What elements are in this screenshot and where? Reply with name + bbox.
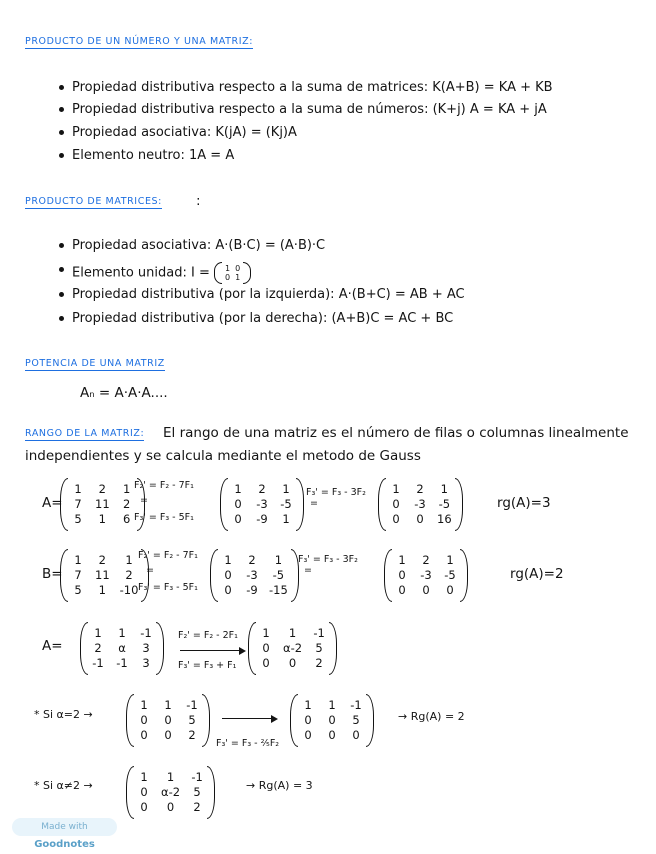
matrix-cell: 3 xyxy=(142,641,150,655)
matrix-cell: 1 xyxy=(304,698,312,712)
exA-result: rg(A)=3 xyxy=(497,495,551,511)
case1-result: → Rg(A) = 2 xyxy=(398,710,465,723)
list-item: Elemento neutro: 1A = A xyxy=(72,148,235,163)
section-heading-matrix-power: POTENCIA DE UNA MATRIZ xyxy=(25,358,165,369)
matrix-cell: 11 xyxy=(95,497,110,511)
matrix-cell: 0 xyxy=(140,785,148,799)
matrix-cell: 5 xyxy=(74,512,82,526)
matrix-cell: 1 xyxy=(440,482,448,496)
case1-matrix-2 xyxy=(290,694,374,747)
matrix-cell: 0 xyxy=(352,728,360,742)
matrix-cell: 0 xyxy=(416,512,424,526)
exA-matrix-2 xyxy=(220,478,304,531)
exA-matrix-3 xyxy=(378,478,463,531)
matrix-cell: 5 xyxy=(188,713,196,727)
rank-definition-line1: El rango de una matriz es el número de filas o columnas linealmente xyxy=(163,425,629,441)
matrix-cell: 7 xyxy=(74,497,82,511)
exC-label: A= xyxy=(42,638,63,654)
case2-matrix-1 xyxy=(126,766,215,819)
matrix-cell: 2 xyxy=(125,568,133,582)
bracket-left xyxy=(80,622,88,675)
matrix-cell: -1 xyxy=(191,770,203,784)
rank-definition-line2: independientes y se calcula mediante el metodo de Gauss xyxy=(25,448,421,464)
exB-op-3: F₃' = F₃ - 3F₂ xyxy=(298,554,358,565)
matrix-cell: -3 xyxy=(420,568,432,582)
bracket-right xyxy=(329,622,337,675)
matrix-cell: -1 xyxy=(140,626,152,640)
matrix-cell: 0 xyxy=(262,656,270,670)
matrix-cell: 3 xyxy=(142,656,150,670)
matrix-cell: 16 xyxy=(437,512,452,526)
stray-colon: : xyxy=(196,193,201,209)
list-item: Propiedad asociativa: A·(B·C) = (A·B)·C xyxy=(72,238,326,253)
badge-prefix: Made with xyxy=(41,822,88,832)
bracket-right xyxy=(202,694,210,747)
case1-matrix-1 xyxy=(126,694,210,747)
matrix-cell: 1 xyxy=(122,482,131,496)
exB-matrix-1 xyxy=(60,549,149,602)
exC-op-1: F₂' = F₂ - 2F₁ xyxy=(178,630,238,641)
matrix-cell: 2 xyxy=(94,641,102,655)
exC-op-2: F₃' = F₃ + F₁ xyxy=(178,660,237,671)
matrix-cell: 0 xyxy=(392,497,400,511)
exC-arrow-icon xyxy=(180,650,244,651)
bracket-right xyxy=(296,478,304,531)
matrix-cell: 0 xyxy=(224,568,232,582)
matrix-cell: 7 xyxy=(74,568,82,582)
matrix-cell: -1 xyxy=(350,698,362,712)
matrix-cell: 2 xyxy=(258,482,266,496)
bracket-left xyxy=(126,766,134,819)
matrix-cell: -9 xyxy=(246,583,258,597)
matrix-cell: 0 xyxy=(166,800,175,814)
matrix-cell: 1 xyxy=(166,770,175,784)
exB-matrix-2 xyxy=(210,549,299,602)
matrix-cell: 2 xyxy=(188,728,196,742)
matrix-cell: 0 xyxy=(140,728,148,742)
matrix-cell: 0 xyxy=(140,800,148,814)
matrix-cell: 2 xyxy=(315,656,323,670)
matrix-cell: 1 xyxy=(74,482,82,496)
case1-condition: * Si α=2 → xyxy=(34,708,93,721)
matrix-cell: 0 xyxy=(234,497,242,511)
list-item: Propiedad distributiva (por la derecha): (A+B)C = AC + BC xyxy=(72,311,454,326)
matrix-cell: 0 xyxy=(262,641,270,655)
matrix-cell: -10 xyxy=(119,583,139,597)
matrix-cell: 0 xyxy=(328,713,336,727)
bracket-right xyxy=(156,622,164,675)
matrix-cell: -9 xyxy=(256,512,268,526)
matrix-cell: 0 xyxy=(392,512,400,526)
exB-eq: = xyxy=(146,565,154,576)
matrix-cell: 1 xyxy=(274,553,283,567)
matrix-cell: -1 xyxy=(313,626,325,640)
identity-matrix: 1 0 0 1 xyxy=(214,262,251,284)
matrix-cell: -1 xyxy=(92,656,104,670)
bracket-right xyxy=(460,549,468,602)
matrix-cell: 1 xyxy=(98,583,106,597)
matrix-cell: 0 xyxy=(398,568,406,582)
section-heading-matrix-rank: RANGO DE LA MATRIZ: xyxy=(25,428,145,439)
matrix-cell: -5 xyxy=(280,497,292,511)
list-item: Propiedad distributiva respecto a la suma de matrices: K(A+B) = KA + KB xyxy=(72,80,553,95)
bracket-left xyxy=(248,622,256,675)
matrix-cell: 1 xyxy=(118,626,126,640)
matrix-cell: 5 xyxy=(193,785,201,799)
matrix-cell: 2 xyxy=(422,553,430,567)
exB-label: B= xyxy=(42,566,63,582)
matrix-cell: 2 xyxy=(193,800,201,814)
matrix-cell: 0 xyxy=(234,512,242,526)
matrix-cell: 1 xyxy=(282,482,290,496)
bracket-left xyxy=(220,478,228,531)
matrix-cell: 2 xyxy=(248,553,256,567)
bracket-right xyxy=(366,694,374,747)
matrix-cell: 0 xyxy=(446,583,454,597)
matrix-cell: 0 xyxy=(304,713,312,727)
bracket-left xyxy=(290,694,298,747)
case2-condition: * Si α≠2 → xyxy=(34,779,93,792)
matrix-cell: 6 xyxy=(122,512,131,526)
matrix-cell: 1 xyxy=(234,482,242,496)
bracket-left xyxy=(378,478,386,531)
matrix-cell: -3 xyxy=(414,497,426,511)
matrix-cell: 2 xyxy=(98,482,106,496)
matrix-cell: -5 xyxy=(444,568,456,582)
matrix-cell: 1 xyxy=(398,553,406,567)
exB-op-1: F₂' = F₂ - 7F₁ xyxy=(138,550,198,561)
matrix-cell: 1 xyxy=(125,553,133,567)
matrix-cell: -3 xyxy=(256,497,268,511)
matrix-cell: -1 xyxy=(116,656,128,670)
list-item xyxy=(72,262,251,284)
exA-op-1: F₂' = F₂ - 7F₁ xyxy=(134,480,194,491)
matrix-cell: 2 xyxy=(122,497,131,511)
matrix-cell: α-2 xyxy=(283,641,303,655)
matrix-cell: 2 xyxy=(416,482,424,496)
exA-matrix-1 xyxy=(60,478,145,531)
exB-eq-2: = xyxy=(304,565,312,576)
matrix-cell: α-2 xyxy=(161,785,181,799)
matrix-cell: 1 xyxy=(74,553,82,567)
matrix-cell: -1 xyxy=(186,698,198,712)
matrix-cell: 5 xyxy=(74,583,82,597)
matrix-cell: 1 xyxy=(94,626,102,640)
matrix-cell: 5 xyxy=(352,713,360,727)
bracket-left xyxy=(210,549,218,602)
power-formula: Aₙ = A·A·A.... xyxy=(80,385,168,401)
section-heading-matrix-product: PRODUCTO DE MATRICES: xyxy=(25,196,162,207)
case1-op: F₃' = F₃ - ²⁄₅F₂ xyxy=(216,738,280,749)
bracket-left xyxy=(126,694,134,747)
exA-op-2: F₃' = F₃ - 5F₁ xyxy=(134,512,194,523)
matrix-cell: 0 xyxy=(164,728,172,742)
matrix-cell: -5 xyxy=(438,497,451,511)
matrix-cell: 1 xyxy=(164,698,172,712)
bracket-left xyxy=(384,549,392,602)
bracket-left xyxy=(60,549,68,602)
badge-brand: Goodnotes xyxy=(34,839,95,850)
matrix-cell: 2 xyxy=(98,553,106,567)
matrix-cell: 0 xyxy=(328,728,336,742)
matrix-cell: 0 xyxy=(398,583,406,597)
list-item: Propiedad asociativa: K(jA) = (Kj)A xyxy=(72,125,297,140)
matrix-cell: -5 xyxy=(272,568,285,582)
exA-eq: = xyxy=(140,495,148,506)
matrix-cell: 1 xyxy=(392,482,400,496)
exB-matrix-3 xyxy=(384,549,468,602)
matrix-cell: 1 xyxy=(282,512,290,526)
matrix-cell: 0 xyxy=(422,583,430,597)
matrix-cell: 1 xyxy=(140,770,148,784)
matrix-cell: -3 xyxy=(246,568,258,582)
matrix-cell: -15 xyxy=(269,583,288,597)
matrix-cell: 1 xyxy=(224,553,232,567)
matrix-cell: 1 xyxy=(328,698,336,712)
matrix-cell: 1 xyxy=(140,698,148,712)
case2-result: → Rg(A) = 3 xyxy=(246,779,313,792)
goodnotes-badge xyxy=(12,818,117,850)
bracket-right xyxy=(207,766,215,819)
exC-matrix-2 xyxy=(248,622,337,675)
exB-result: rg(A)=2 xyxy=(510,566,564,582)
matrix-cell: 0 xyxy=(164,713,172,727)
matrix-cell: 0 xyxy=(304,728,312,742)
exA-op-3: F₃' = F₃ - 3F₂ xyxy=(306,487,366,498)
list-item: Propiedad distributiva (por la izquierda): A·(B+C) = AB + AC xyxy=(72,287,465,302)
matrix-cell: 1 xyxy=(262,626,270,640)
matrix-cell: 1 xyxy=(446,553,454,567)
matrix-cell: 5 xyxy=(315,641,323,655)
section-heading-scalar-product: PRODUCTO DE UN NÚMERO Y UNA MATRIZ: xyxy=(25,36,254,47)
bracket-right xyxy=(455,478,463,531)
bracket-left xyxy=(60,478,68,531)
exC-matrix-1 xyxy=(80,622,164,675)
matrix-cell: 0 xyxy=(140,713,148,727)
exA-label: A= xyxy=(42,495,63,511)
exA-eq-2: = xyxy=(310,498,318,509)
matrix-cell: α xyxy=(118,641,126,655)
matrix-cell: 0 xyxy=(224,583,232,597)
case1-arrow-icon xyxy=(222,718,276,719)
identity-label: Elemento unidad: I = xyxy=(72,265,210,281)
exB-op-2: F₃' = F₃ - 5F₁ xyxy=(138,582,198,593)
matrix-cell: 1 xyxy=(98,512,106,526)
matrix-cell: 1 xyxy=(288,626,297,640)
list-item: Propiedad distributiva respecto a la suma de números: (K+j) A = KA + jA xyxy=(72,102,547,117)
matrix-cell: 0 xyxy=(288,656,297,670)
matrix-cell: 11 xyxy=(95,568,110,582)
